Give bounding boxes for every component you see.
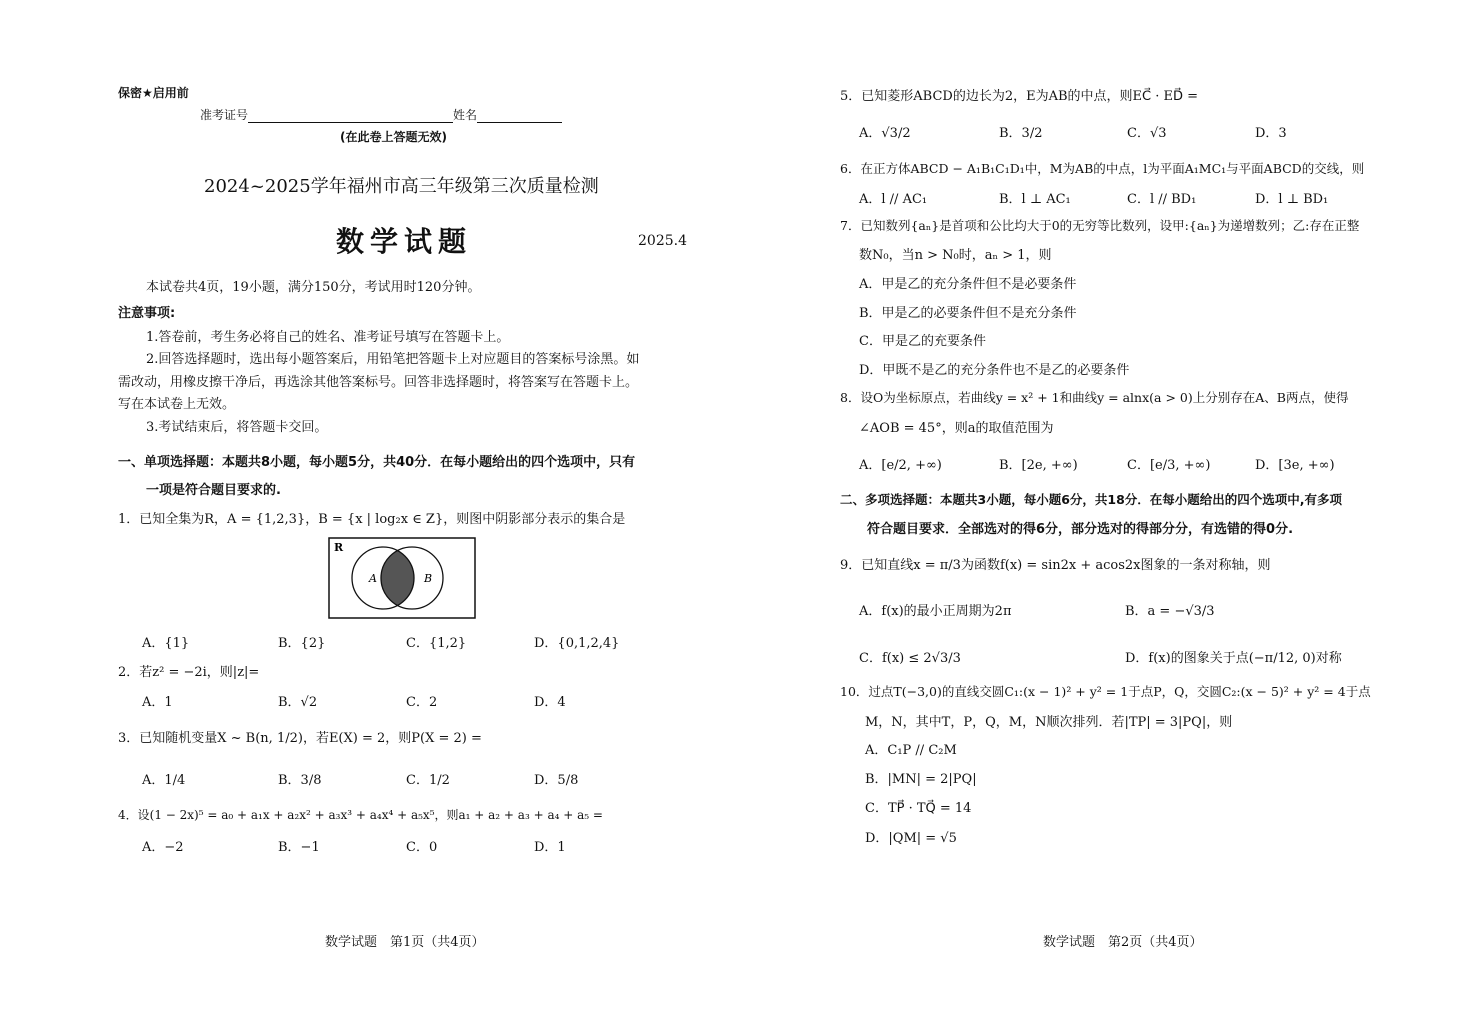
- q3-option-b: B．3/8: [278, 773, 322, 788]
- q5-option-c: C．√3: [1127, 126, 1167, 141]
- confidential-label: 保密★启用前: [118, 86, 189, 100]
- q3-option-d: D．5/8: [534, 773, 579, 788]
- q9-option-c: C．f(x) ≤ 2√3/3: [859, 651, 961, 666]
- notice-line: 写在本试卷上无效。: [118, 397, 236, 412]
- q7-option-b: B．甲是乙的必要条件但不是充分条件: [859, 306, 1077, 321]
- section2-heading-cont: 符合题目要求．全部选对的得6分，部分选对的得部分分，有选错的得0分.: [867, 522, 1294, 537]
- section1-heading: 一、单项选择题：本题共8小题，每小题5分，共40分．在每小题给出的四个选项中，只有: [118, 455, 636, 470]
- question-9-stem: 9．已知直线x = π/3为函数f(x) = sin2x + acos2x图象的一条对称轴，则: [840, 558, 1271, 573]
- question-8-stem: 8．设O为坐标原点，若曲线y = x² + 1和曲线y = alnx(a > 0)上分别存在A、B两点，使得: [840, 390, 1349, 405]
- section1-heading-cont: 一项是符合题目要求的.: [146, 483, 281, 498]
- q8-option-b: B．[2e, +∞): [999, 458, 1078, 473]
- q6-option-a: A．l // AC₁: [859, 192, 928, 207]
- q5-option-d: D．3: [1255, 126, 1287, 141]
- venn-label-a: A: [369, 572, 377, 585]
- notice-line: 3.考试结束后，将答题卡交回。: [146, 420, 328, 435]
- notice-line: 需改动，用橡皮擦干净后，再选涂其他答案标号。回答非选择题时，将答案写在答题卡上。: [118, 375, 639, 390]
- q2-option-c: C．2: [406, 695, 438, 710]
- question-5-stem: 5．已知菱形ABCD的边长为2，E为AB的中点，则EC⃗ · ED⃗ =: [840, 89, 1199, 104]
- question-7-stem-cont: 数N₀，当n > N₀时，aₙ > 1，则: [859, 248, 1052, 263]
- q10-option-d: D．|QM| = √5: [865, 831, 957, 846]
- invalid-note: (在此卷上答题无效): [340, 130, 447, 144]
- exam-date: 2025.4: [638, 233, 687, 249]
- section2-heading: 二、多项选择题：本题共3小题，每小题6分，共18分．在每小题给出的四个选项中,有多项: [840, 492, 1343, 507]
- q3-option-a: A．1/4: [142, 773, 186, 788]
- question-8-stem-cont: ∠AOB = 45°，则a的取值范围为: [859, 421, 1054, 436]
- q8-option-c: C．[e/3, +∞): [1127, 458, 1211, 473]
- question-7-stem: 7．已知数列{aₙ}是首项和公比均大于0的无穷等比数列，设甲:{aₙ}为递增数列；乙:存在正整: [840, 218, 1360, 233]
- exam-intro: 本试卷共4页，19小题，满分150分，考试用时120分钟。: [146, 280, 481, 295]
- notice-title: 注意事项:: [118, 306, 176, 321]
- q6-option-c: C．l // BD₁: [1127, 192, 1197, 207]
- q10-option-a: A．C₁P // C₂M: [865, 743, 957, 758]
- venn-label-b: B: [424, 572, 433, 585]
- question-10-stem-cont: M，N，其中T，P，Q，M，N顺次排列．若|TP| = 3|PQ|，则: [865, 715, 1233, 730]
- subject-title: 数学试题: [336, 225, 473, 258]
- q2-option-a: A．1: [142, 695, 173, 710]
- page-2-footer: 数学试题 第2页（共4页）: [1043, 935, 1203, 950]
- q5-option-b: B．3/2: [999, 126, 1043, 141]
- q10-option-b: B．|MN| = 2|PQ|: [865, 772, 977, 787]
- exam-number-label: 准考证号: [200, 108, 249, 122]
- q9-option-a: A．f(x)的最小正周期为2π: [859, 604, 1012, 619]
- question-3-stem: 3．已知随机变量X ~ B(n, 1/2)，若E(X) = 2，则P(X = 2) =: [118, 731, 482, 746]
- q5-option-a: A．√3/2: [859, 126, 911, 141]
- q1-option-b: B．{2}: [278, 636, 326, 651]
- q2-option-d: D．4: [534, 695, 566, 710]
- q1-option-c: C．{1,2}: [406, 636, 467, 651]
- q4-option-b: B．−1: [278, 840, 320, 855]
- q4-option-c: C．0: [406, 840, 438, 855]
- exam-page-2: [737, 0, 1474, 1020]
- q1-option-a: A．{1}: [142, 636, 190, 651]
- q3-option-c: C．1/2: [406, 773, 450, 788]
- q7-option-a: A．甲是乙的充分条件但不是必要条件: [859, 277, 1077, 292]
- q4-option-d: D．1: [534, 840, 566, 855]
- q2-option-b: B．√2: [278, 695, 318, 710]
- q4-option-a: A．−2: [142, 840, 184, 855]
- name-blank: [477, 122, 562, 123]
- question-2-stem: 2．若z² = −2i，则|z|=: [118, 665, 260, 680]
- q6-option-b: B．l ⊥ AC₁: [999, 192, 1071, 207]
- question-10-stem: 10．过点T(−3,0)的直线交圆C₁:(x − 1)² + y² = 1于点P，Q，交圆C₂:(x − 5)² + y² = 4于点: [840, 684, 1371, 699]
- name-label: 姓名: [453, 108, 478, 122]
- q7-option-d: D．甲既不是乙的充分条件也不是乙的必要条件: [859, 363, 1130, 378]
- notice-line: 2.回答选择题时，选出每小题答案后，用铅笔把答题卡上对应题目的答案标号涂黑。如: [146, 352, 640, 367]
- exam-number-row: [200, 106, 562, 123]
- page-1-footer: 数学试题 第1页（共4页）: [325, 935, 485, 950]
- q7-option-c: C．甲是乙的充要条件: [859, 334, 986, 349]
- question-1-stem: 1．已知全集为R，A = {1,2,3}，B = {x | log₂x ∈ Z}，则图中阴影部分表示的集合是: [118, 512, 626, 527]
- q6-option-d: D．l ⊥ BD₁: [1255, 192, 1329, 207]
- q9-option-b: B．a = −√3/3: [1125, 604, 1215, 619]
- question-4-stem: 4．设(1 − 2x)⁵ = a₀ + a₁x + a₂x² + a₃x³ + a₄x⁴ + a₅x⁵，则a₁ + a₂ + a₃ + a₄ + a₅ =: [118, 808, 603, 822]
- q1-option-d: D．{0,1,2,4}: [534, 636, 620, 651]
- q10-option-c: C．TP⃗ · TQ⃗ = 14: [865, 801, 972, 816]
- q8-option-a: A．[e/2, +∞): [859, 458, 942, 473]
- exam-title: 2024~2025学年福州市高三年级第三次质量检测: [204, 176, 599, 197]
- venn-diagram: [328, 537, 476, 619]
- question-6-stem: 6．在正方体ABCD − A₁B₁C₁D₁中，M为AB的中点，l为平面A₁MC₁与平面ABCD的交线，则: [840, 161, 1365, 176]
- exam-number-blank: [248, 122, 453, 123]
- venn-universe-label: R: [334, 541, 344, 554]
- q8-option-d: D．[3e, +∞): [1255, 458, 1335, 473]
- notice-line: 1.答卷前，考生务必将自己的姓名、准考证号填写在答题卡上。: [146, 330, 510, 345]
- q9-option-d: D．f(x)的图象关于点(−π/12, 0)对称: [1125, 651, 1342, 666]
